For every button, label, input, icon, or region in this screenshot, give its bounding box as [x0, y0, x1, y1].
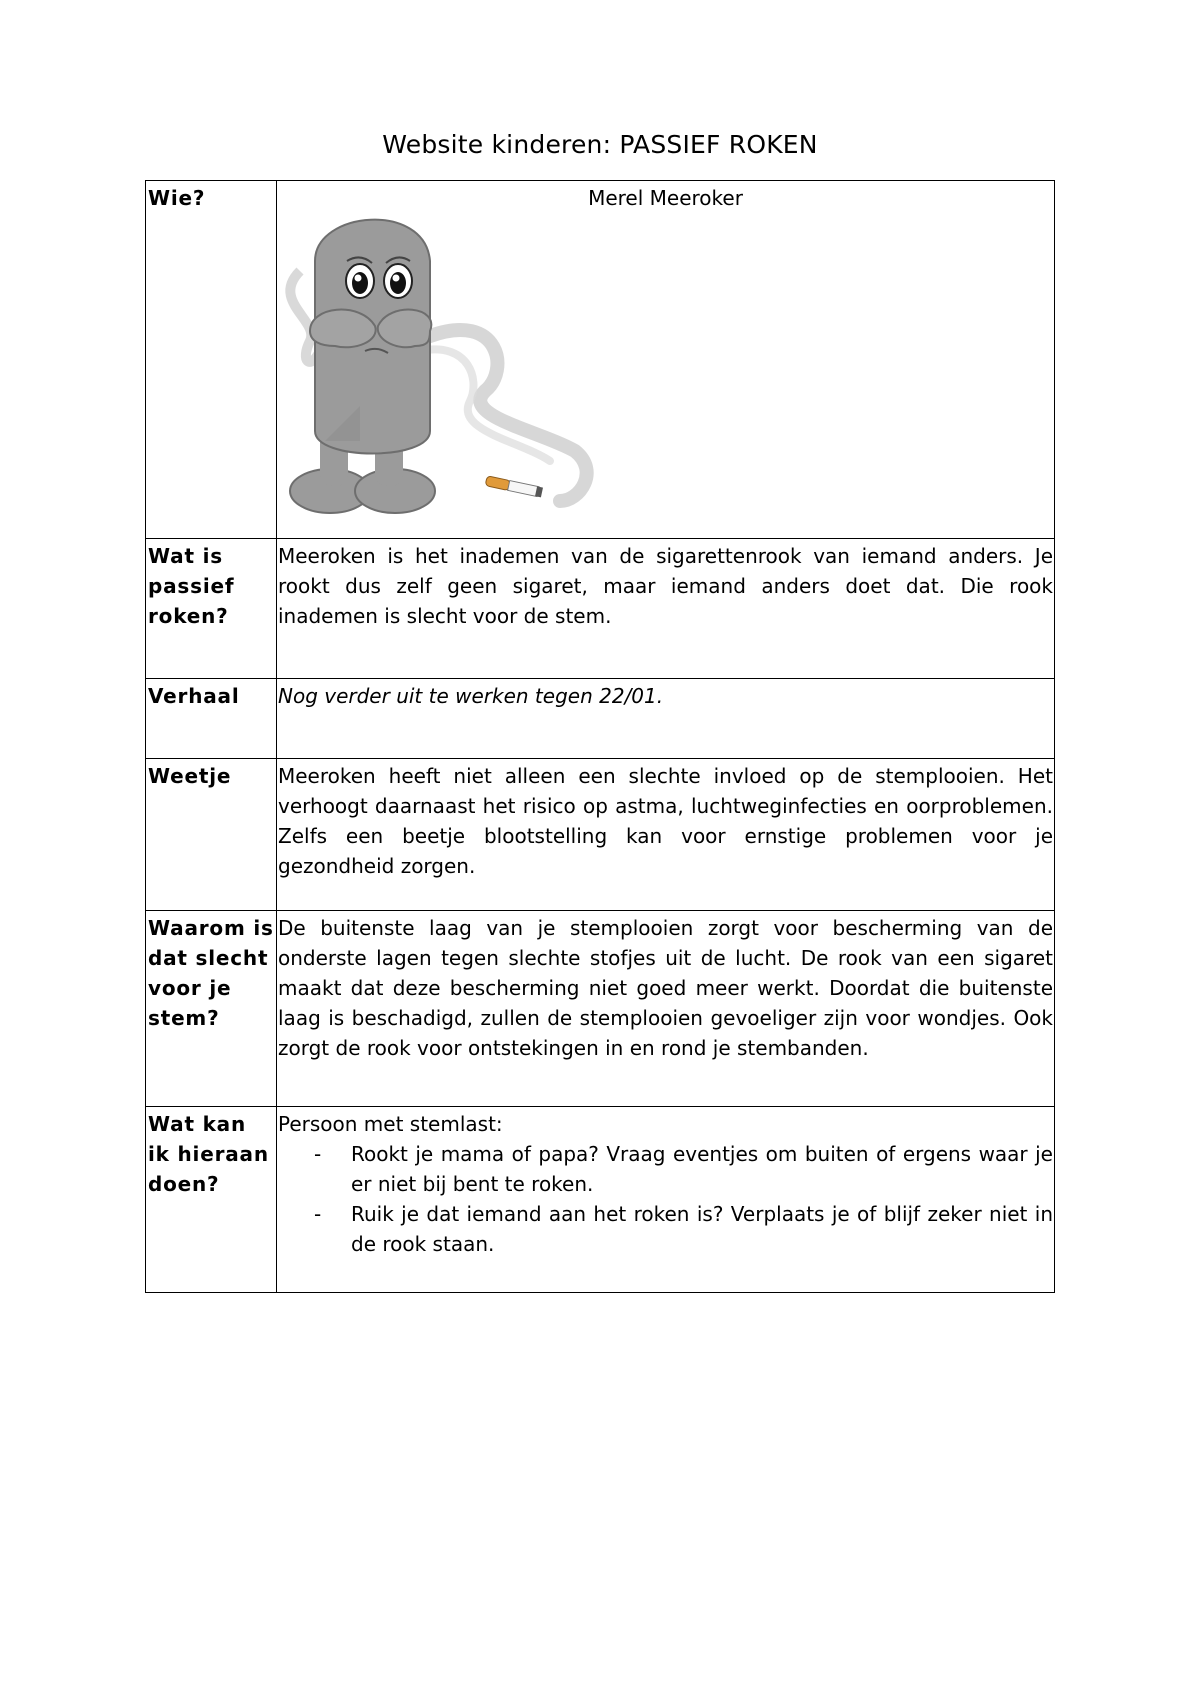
table-row-verhaal — [146, 679, 1055, 759]
row-label-waarom: Waarom is dat slecht voor je stem? — [146, 911, 277, 1107]
row-content-wat: Meeroken is het inademen van de sigarettenrook van iemand anders. Je rookt dus zelf geen sigaret, maar iemand anders doet dat. Die rook inademen is slecht voor de stem. — [277, 539, 1055, 679]
row-label-wat: Wat is passief roken? — [146, 539, 277, 679]
table-row-wat — [146, 539, 1055, 679]
row-content-waarom: De buitenste laag van je stemplooien zorgt voor bescherming van de onderste lagen tegen slechte stofjes uit de lucht. De rook van een sigaret maakt dat deze bescherming niet goed meer werkt. Doordat die buitenste laag is beschadigd, zullen de stemplooien gevoeliger zijn voor wondjes. Ook zorgt de rook voor ontstekingen in en rond je stembanden. — [277, 911, 1055, 1107]
character-name: Merel Meeroker — [588, 186, 743, 210]
advice-list — [278, 1139, 1053, 1259]
list-item: - Ruik je dat iemand aan het roken is? Verplaats je of blijf zeker niet in de rook staan. — [278, 1199, 1053, 1259]
doen-intro: Persoon met stemlast: — [278, 1112, 503, 1136]
table-row-wie — [146, 181, 1055, 539]
table-row-weetje — [146, 759, 1055, 911]
table-row-doen — [146, 1107, 1055, 1293]
row-label-weetje: Weetje — [146, 759, 277, 911]
row-content-verhaal: Nog verder uit te werken tegen 22/01. — [277, 679, 1055, 759]
page-title: Website kinderen: PASSIEF ROKEN — [382, 130, 818, 159]
row-content-wie — [277, 181, 1055, 539]
row-label-wie: Wie? — [146, 181, 277, 539]
list-item: - Rookt je mama of papa? Vraag eventjes om buiten of ergens waar je er niet bij bent te roken. — [278, 1139, 1053, 1199]
row-label-doen: Wat kan ik hieraan doen? — [146, 1107, 277, 1293]
smoking-mascot-illustration — [280, 201, 600, 531]
row-label-verhaal: Verhaal — [146, 679, 277, 759]
row-content-doen — [277, 1107, 1055, 1293]
row-content-weetje: Meeroken heeft niet alleen een slechte invloed op de stemplooien. Het verhoogt daarnaast het risico op astma, luchtweginfecties en oorproblemen. Zelfs een beetje blootstelling kan voor ernstige problemen voor je gezondheid zorgen. — [277, 759, 1055, 911]
table-row-waarom — [146, 911, 1055, 1107]
info-table — [145, 180, 1055, 1293]
